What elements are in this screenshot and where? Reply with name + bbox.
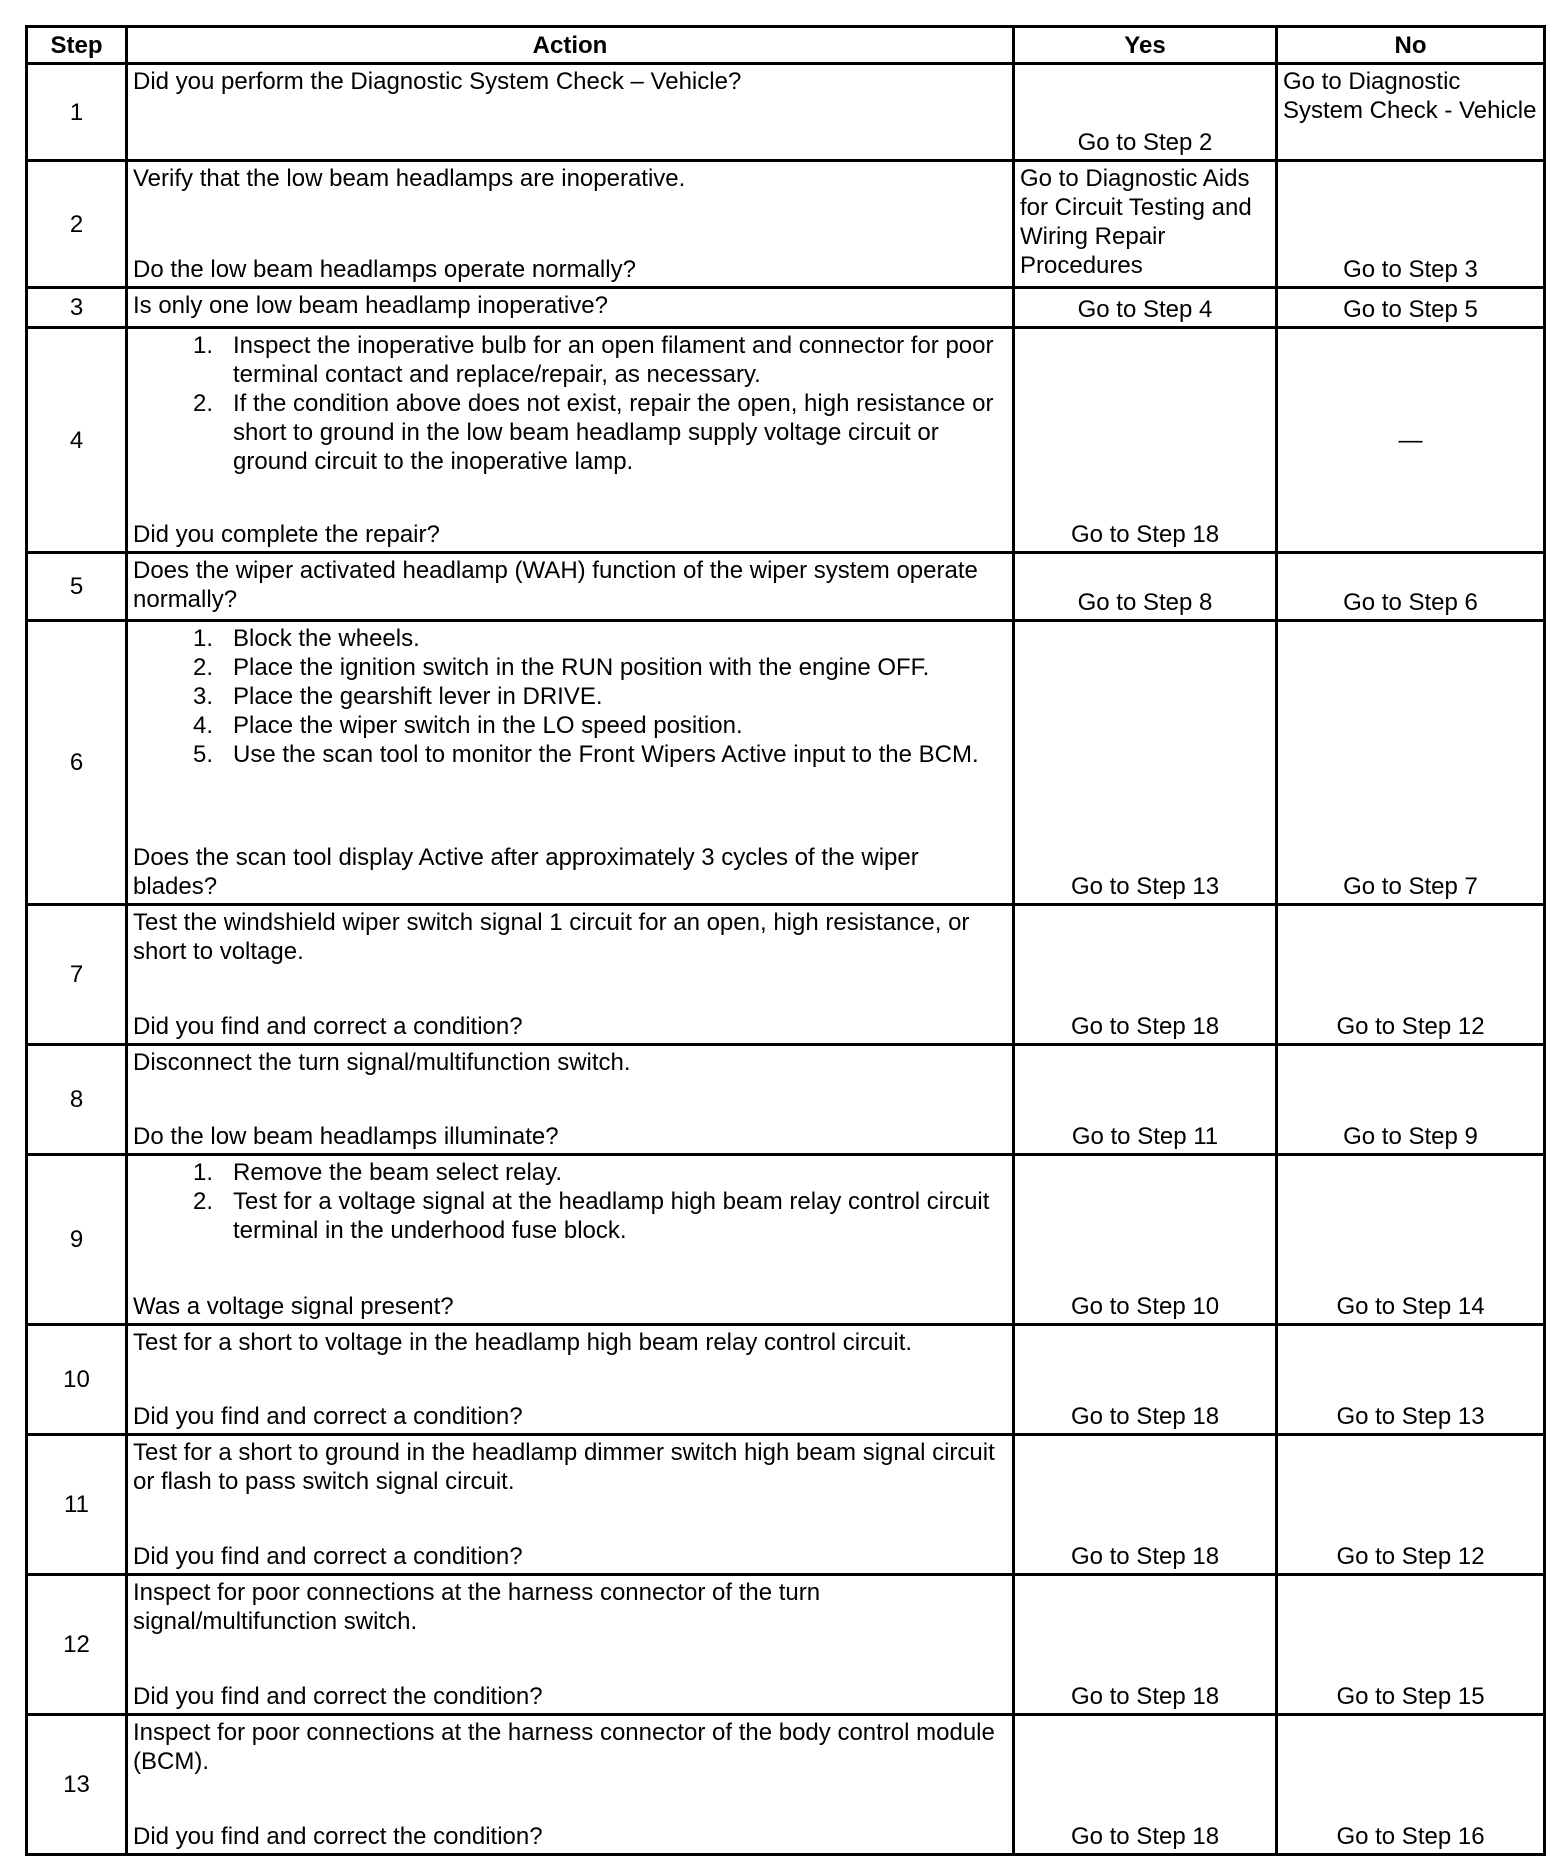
list-item <box>133 1187 1007 1245</box>
list-item <box>133 740 1007 769</box>
yes-result: Go to Step 11 <box>1014 1045 1277 1155</box>
header-step: Step <box>27 27 127 64</box>
step-number: 6 <box>27 621 127 905</box>
action-steps-list <box>133 624 1007 769</box>
action-question: Did you perform the Diagnostic System Check – Vehicle? <box>133 68 742 95</box>
list-item <box>133 389 1007 476</box>
no-result: Go to Step 14 <box>1277 1155 1545 1325</box>
table-row <box>27 1435 1545 1575</box>
action-cell <box>127 1155 1014 1325</box>
step-number: 11 <box>27 1435 127 1575</box>
no-result: Go to Step 9 <box>1277 1045 1545 1155</box>
action-question: Did you find and correct a condition? <box>133 1403 523 1430</box>
header-action: Action <box>127 27 1014 64</box>
table-row <box>27 64 1545 161</box>
list-item-text: Test for a voltage signal at the headlamp high beam relay control circuit terminal in the underhood fuse block. <box>233 1188 990 1244</box>
list-item-text: Block the wheels. <box>233 625 420 652</box>
yes-result: Go to Step 18 <box>1014 905 1277 1045</box>
yes-result: Go to Step 18 <box>1014 328 1277 553</box>
yes-result: Go to Diagnostic Aids for Circuit Testing and Wiring Repair Procedures <box>1014 161 1277 288</box>
action-question: Does the wiper activated headlamp (WAH) function of the wiper system operate normally? <box>133 557 978 613</box>
list-item <box>133 653 1007 682</box>
yes-result: Go to Step 18 <box>1014 1435 1277 1575</box>
action-text: Inspect for poor connections at the harness connector of the turn signal/multifunction switch. <box>133 1579 821 1635</box>
action-text: Disconnect the turn signal/multifunction switch. <box>133 1049 631 1076</box>
list-item-number: 5. <box>192 741 213 768</box>
no-result: Go to Step 7 <box>1277 621 1545 905</box>
action-cell <box>127 905 1014 1045</box>
action-cell <box>127 328 1014 553</box>
action-question: Does the scan tool display Active after approximately 3 cycles of the wiper blades? <box>133 844 919 900</box>
step-number: 10 <box>27 1325 127 1435</box>
action-steps-list <box>133 1158 1007 1245</box>
step-number: 8 <box>27 1045 127 1155</box>
yes-result: Go to Step 2 <box>1014 64 1277 161</box>
list-item <box>133 682 1007 711</box>
action-question: Is only one low beam headlamp inoperative? <box>133 292 608 319</box>
no-result: Go to Step 6 <box>1277 553 1545 621</box>
table-row <box>27 1715 1545 1855</box>
action-text: Inspect for poor connections at the harness connector of the body control module (BCM). <box>133 1719 995 1775</box>
list-item-number: 1. <box>192 625 213 652</box>
action-text: Test for a short to voltage in the headlamp high beam relay control circuit. <box>133 1329 913 1356</box>
list-item <box>133 1158 1007 1187</box>
action-question: Do the low beam headlamps operate normally? <box>133 256 636 283</box>
action-text: Test the windshield wiper switch signal 1 circuit for an open, high resistance, or short to voltage. <box>133 909 970 965</box>
list-item-text: If the condition above does not exist, repair the open, high resistance or short to ground in the low beam headlamp supply voltage circuit or ground circuit to the inoperative lamp. <box>233 390 994 475</box>
action-steps-list <box>133 331 1007 476</box>
action-cell <box>127 553 1014 621</box>
yes-result: Go to Step 10 <box>1014 1155 1277 1325</box>
list-item-number: 4. <box>192 712 213 739</box>
yes-result: Go to Step 18 <box>1014 1575 1277 1715</box>
list-item-text: Place the ignition switch in the RUN position with the engine OFF. <box>233 654 930 681</box>
action-question: Did you find and correct the condition? <box>133 1683 543 1710</box>
no-result: — <box>1277 328 1545 553</box>
action-cell <box>127 1715 1014 1855</box>
action-question: Did you find and correct a condition? <box>133 1013 523 1040</box>
step-number: 3 <box>27 288 127 328</box>
table-row <box>27 161 1545 288</box>
no-result: Go to Step 16 <box>1277 1715 1545 1855</box>
list-item <box>133 331 1007 389</box>
action-question: Did you find and correct the condition? <box>133 1823 543 1850</box>
yes-result: Go to Step 4 <box>1014 288 1277 328</box>
action-text: Test for a short to ground in the headlamp dimmer switch high beam signal circuit or flash to pass switch signal circuit. <box>133 1439 995 1495</box>
action-cell <box>127 1045 1014 1155</box>
step-number: 5 <box>27 553 127 621</box>
step-number: 2 <box>27 161 127 288</box>
step-number: 9 <box>27 1155 127 1325</box>
no-result: Go to Step 3 <box>1277 161 1545 288</box>
list-item-number: 1. <box>192 332 213 359</box>
table-row <box>27 1325 1545 1435</box>
action-question: Did you find and correct a condition? <box>133 1543 523 1570</box>
list-item-text: Place the gearshift lever in DRIVE. <box>233 683 603 710</box>
table-row <box>27 328 1545 553</box>
action-cell <box>127 64 1014 161</box>
yes-result: Go to Step 18 <box>1014 1715 1277 1855</box>
step-number: 13 <box>27 1715 127 1855</box>
list-item-number: 2. <box>192 654 213 681</box>
header-row <box>27 27 1545 64</box>
list-item-text: Remove the beam select relay. <box>233 1159 563 1186</box>
step-number: 12 <box>27 1575 127 1715</box>
header-yes: Yes <box>1014 27 1277 64</box>
table-row <box>27 1575 1545 1715</box>
yes-result: Go to Step 13 <box>1014 621 1277 905</box>
action-question: Do the low beam headlamps illuminate? <box>133 1123 559 1150</box>
list-item-text: Use the scan tool to monitor the Front Wipers Active input to the BCM. <box>233 741 979 768</box>
action-cell <box>127 1325 1014 1435</box>
action-cell <box>127 1575 1014 1715</box>
no-result: Go to Step 12 <box>1277 905 1545 1045</box>
table-row <box>27 905 1545 1045</box>
diagnostic-table <box>25 25 1546 1856</box>
action-question: Was a voltage signal present? <box>133 1293 454 1320</box>
action-text: Verify that the low beam headlamps are inoperative. <box>133 165 686 192</box>
table-row <box>27 553 1545 621</box>
no-result: Go to Step 5 <box>1277 288 1545 328</box>
action-cell <box>127 288 1014 328</box>
no-result: Go to Step 13 <box>1277 1325 1545 1435</box>
action-cell <box>127 161 1014 288</box>
list-item-number: 3. <box>192 683 213 710</box>
yes-result: Go to Step 18 <box>1014 1325 1277 1435</box>
list-item-number: 2. <box>192 1188 213 1215</box>
no-result: Go to Step 15 <box>1277 1575 1545 1715</box>
step-number: 7 <box>27 905 127 1045</box>
step-number: 4 <box>27 328 127 553</box>
list-item-text: Place the wiper switch in the LO speed position. <box>233 712 743 739</box>
action-cell <box>127 1435 1014 1575</box>
list-item <box>133 624 1007 653</box>
step-number: 1 <box>27 64 127 161</box>
no-result: Go to Diagnostic System Check - Vehicle <box>1277 64 1545 161</box>
list-item-number: 1. <box>192 1159 213 1186</box>
list-item <box>133 711 1007 740</box>
no-result: Go to Step 12 <box>1277 1435 1545 1575</box>
table-row <box>27 1155 1545 1325</box>
header-no: No <box>1277 27 1545 64</box>
list-item-number: 2. <box>192 390 213 417</box>
table-row <box>27 621 1545 905</box>
action-cell <box>127 621 1014 905</box>
table-row <box>27 1045 1545 1155</box>
list-item-text: Inspect the inoperative bulb for an open filament and connector for poor terminal contact and replace/repair, as necessary. <box>233 332 994 388</box>
action-question: Did you complete the repair? <box>133 521 440 548</box>
table-row <box>27 288 1545 328</box>
yes-result: Go to Step 8 <box>1014 553 1277 621</box>
